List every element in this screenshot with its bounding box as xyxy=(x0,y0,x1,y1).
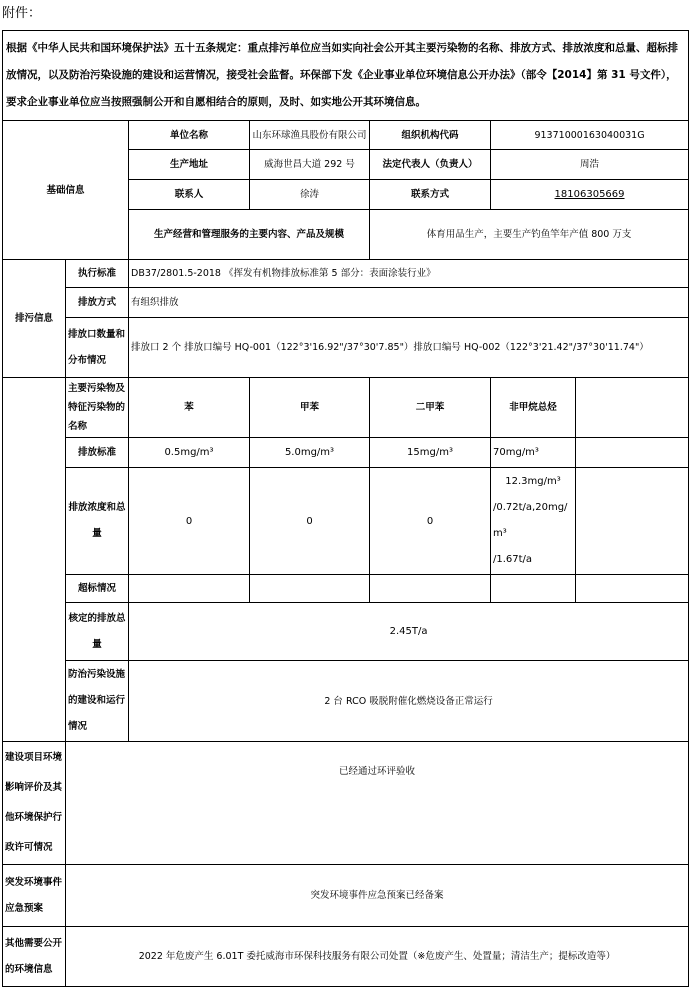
pollutant-names-label: 主要污染物及特征污染物的名称 xyxy=(66,378,129,438)
facilities-value: 2 台 RCO 吸脱附催化燃烧设备正常运行 xyxy=(129,661,689,742)
concentration-benzene: 0 xyxy=(129,468,250,575)
emission-standard-toluene: 5.0mg/m³ xyxy=(250,438,370,468)
contact-value: 徐涛 xyxy=(250,180,370,210)
discharge-mode-value: 有组织排放 xyxy=(129,288,689,318)
concentration-xylene: 0 xyxy=(370,468,491,575)
address-label: 生产地址 xyxy=(129,150,250,180)
pollutant-name-empty xyxy=(576,378,689,438)
org-code-label: 组织机构代码 xyxy=(370,121,491,150)
eia-label: 建设项目环境影响评价及其他环境保护行政许可情况 xyxy=(3,742,66,865)
basic-info-section-label: 基础信息 xyxy=(3,121,129,260)
approved-total-value: 2.45T/a xyxy=(129,603,689,661)
pollutant-section-blank xyxy=(3,378,66,742)
concentration-nmhc xyxy=(491,468,576,575)
contact-label: 联系人 xyxy=(129,180,250,210)
unit-name-value: 山东环球渔具股份有限公司 xyxy=(250,121,370,150)
unit-name-label: 单位名称 xyxy=(129,121,250,150)
emission-standard-xylene: 15mg/m³ xyxy=(370,438,491,468)
environmental-info-table xyxy=(2,30,689,987)
exceed-benzene xyxy=(129,575,250,603)
emission-standard-benzene: 0.5mg/m³ xyxy=(129,438,250,468)
exceed-empty xyxy=(576,575,689,603)
approved-total-label: 核定的排放总量 xyxy=(66,603,129,661)
concentration-empty xyxy=(576,468,689,575)
exceed-xylene xyxy=(370,575,491,603)
other-info-value: 2022 年危废产生 6.01T 委托威海市环保科技服务有限公司处置（※危废产生、处置量；清洁生产；提标改造等） xyxy=(66,927,689,987)
business-label: 生产经营和管理服务的主要内容、产品及规模 xyxy=(129,210,370,260)
discharge-section-label: 排污信息 xyxy=(3,260,66,378)
emission-standard-empty xyxy=(576,438,689,468)
business-value: 体育用品生产，主要生产钓鱼竿年产值 800 万支 xyxy=(370,210,689,260)
emergency-label: 突发环境事件应急预案 xyxy=(3,865,66,927)
org-code-value: 91371000163040031G xyxy=(491,121,689,150)
concentration-nmhc-line-1: 12.3mg/m³ xyxy=(505,476,561,487)
concentration-nmhc-line-3: /1.67t/a xyxy=(493,554,533,565)
address-value: 威海世昌大道 292 号 xyxy=(250,150,370,180)
concentration-label: 排放浓度和总量 xyxy=(66,468,129,575)
legal-rep-value: 周浩 xyxy=(491,150,689,180)
outlets-label: 排放口数量和分布情况 xyxy=(66,318,129,378)
intro-paragraph: 根据《中华人民共和国环境保护法》五十五条规定：重点排污单位应当如实向社会公开其主要污染物的名称、排放方式、排放浓度和总量、超标排放情况，以及防治污染设施的建设和运营情况，接受社会监督。环保部下发《企业事业单位环境信息公开办法》（部令【2014】第 31 号文件），要求企业事业单位应当按照强制公开和自愿相结合的原则，及时、如实地公开其环境信息。 xyxy=(3,31,689,121)
standard-value: DB37/2801.5-2018 《挥发有机物排放标准第 5 部分：表面涂装行业》 xyxy=(129,260,689,288)
pollutant-name-toluene: 甲苯 xyxy=(250,378,370,438)
concentration-toluene: 0 xyxy=(250,468,370,575)
pollutant-name-nmhc: 非甲烷总烃 xyxy=(491,378,576,438)
exceed-label: 超标情况 xyxy=(66,575,129,603)
phone-label: 联系方式 xyxy=(370,180,491,210)
pollutant-name-benzene: 苯 xyxy=(129,378,250,438)
phone-value: 18106305669 xyxy=(491,180,689,210)
attachment-label: 附件： xyxy=(2,6,42,21)
standard-label: 执行标准 xyxy=(66,260,129,288)
exceed-nmhc xyxy=(491,575,576,603)
emission-standard-nmhc: 70mg/m³ xyxy=(491,438,576,468)
other-info-label: 其他需要公开的环境信息 xyxy=(3,927,66,987)
emission-standard-label: 排放标准 xyxy=(66,438,129,468)
legal-rep-label: 法定代表人（负责人） xyxy=(370,150,491,180)
concentration-nmhc-line-2: /0.72t/a,20mg/m³ xyxy=(493,502,568,539)
facilities-label: 防治污染设施的建设和运行情况 xyxy=(66,661,129,742)
outlets-value: 排放口 2 个 排放口编号 HQ-001（122°3'16.92"/37°30'7.85"）排放口编号 HQ-002（122°3'21.42"/37°30'11.74"） xyxy=(129,318,689,378)
eia-value: 已经通过环评验收 xyxy=(66,742,689,865)
emergency-value: 突发环境事件应急预案已经备案 xyxy=(66,865,689,927)
exceed-toluene xyxy=(250,575,370,603)
discharge-mode-label: 排放方式 xyxy=(66,288,129,318)
pollutant-name-xylene: 二甲苯 xyxy=(370,378,491,438)
